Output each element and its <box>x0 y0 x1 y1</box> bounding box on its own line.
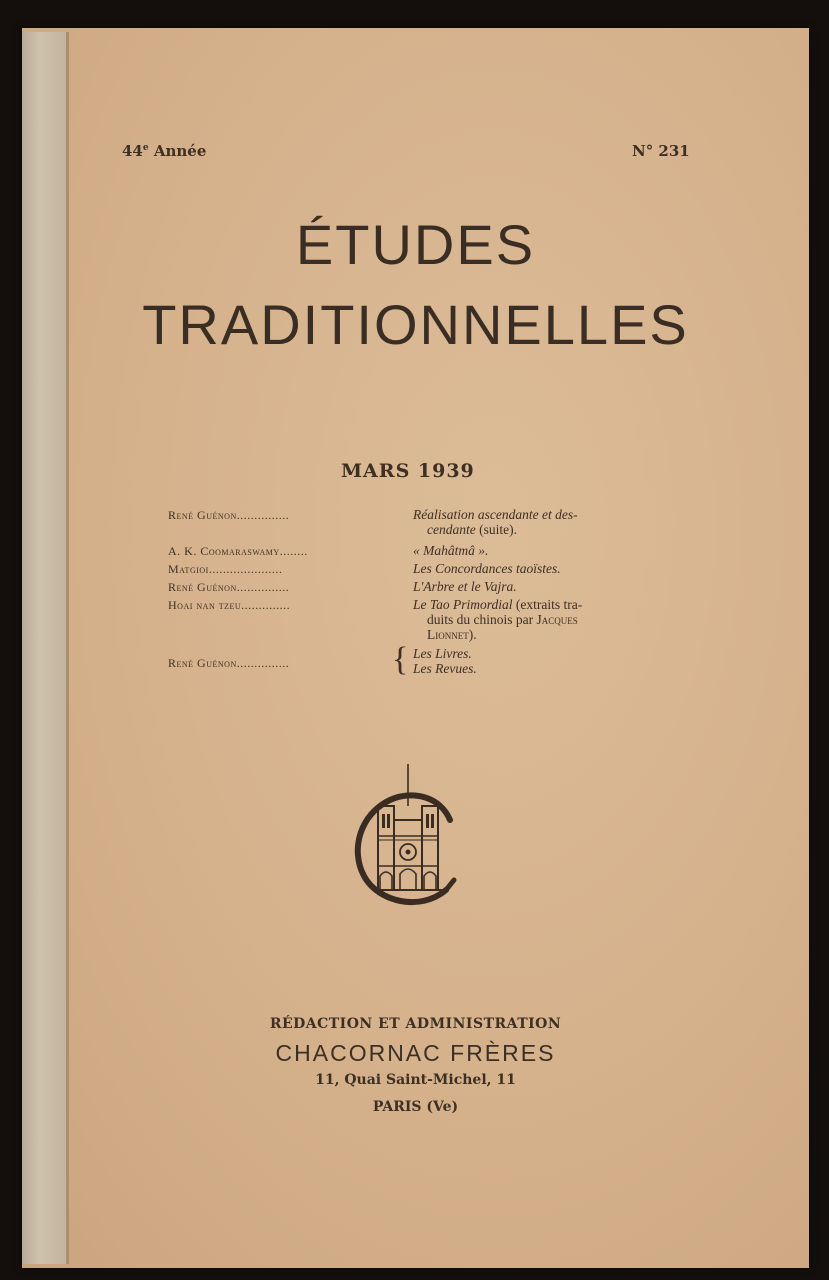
toc-brace: { <box>392 641 409 678</box>
toc-author: Matgioi..................... <box>168 562 283 576</box>
toc-author: Hoai nan tzeu.............. <box>168 598 291 612</box>
toc-title: « Mahâtmâ ». <box>413 543 489 558</box>
toc-author: René Guénon............... <box>168 656 290 670</box>
cathedral-monogram-c-icon <box>342 762 462 916</box>
journal-title-line1: ÉTUDES <box>295 213 536 276</box>
toc-author: A. K. Coomaraswamy........ <box>168 544 308 558</box>
publisher-address: 11, Quai Saint-Michel, 11 <box>315 1072 516 1088</box>
toc-author: René Guénon............... <box>168 580 290 594</box>
issue-date: MARS 1939 <box>341 460 475 482</box>
year-label: 44e Année <box>122 142 207 160</box>
toc-title: Les Livres. Les Revues. <box>413 646 477 676</box>
editorial-label: RÉDACTION ET ADMINISTRATION <box>269 1016 562 1032</box>
toc-title: L'Arbre et le Vajra. <box>413 579 517 594</box>
toc-title: Les Concordances taoïstes. <box>413 561 561 576</box>
publisher-name: CHACORNAC FRÈRES <box>275 1040 556 1066</box>
publisher-city: PARIS (Ve) <box>372 1099 459 1115</box>
issue-number: N° 231 <box>632 142 690 160</box>
toc-title: Réalisation ascendante et des- cendante (suite). <box>413 507 578 537</box>
toc-author: René Guénon............... <box>168 508 290 522</box>
journal-title-line2: TRADITIONNELLES <box>142 293 689 356</box>
toc-title: Le Tao Primordial (extraits tra- duits du chinois par Jacques Lionnet). <box>413 597 583 642</box>
